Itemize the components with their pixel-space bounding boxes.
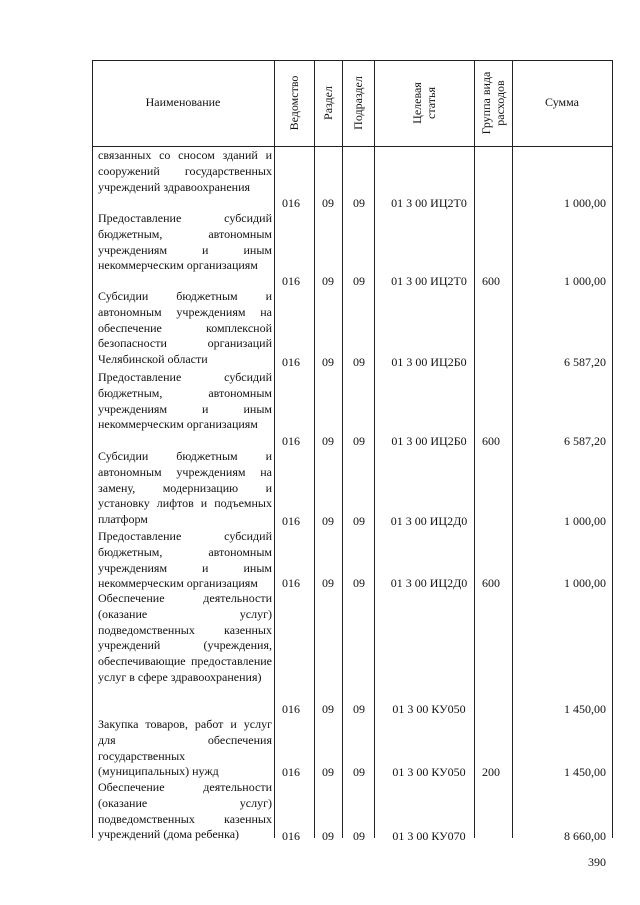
row-razdel: 09 [322,434,334,448]
row-summa: 1 000,00 [564,576,606,590]
row-summa: 1 450,00 [564,765,606,779]
row-vedomstvo: 016 [282,829,300,843]
header-razdel: Раздел [321,86,335,120]
row-razdel: 09 [322,829,334,843]
row-celevaya: 01 3 00 ИЦ2Т0 [391,274,467,288]
row-podrazdel: 09 [353,702,365,716]
header-summa: Сумма [545,95,579,109]
row-podrazdel: 09 [353,765,365,779]
row-vedomstvo: 016 [282,355,300,369]
table-row [92,289,612,370]
table-top-border [92,60,612,61]
row-razdel: 09 [322,576,334,590]
row-celevaya: 01 3 00 КУ050 [392,765,466,779]
table-row [92,591,612,717]
header-gruppa-line1: Группа вида [479,71,493,135]
row-celevaya: 01 3 00 ИЦ2Б0 [391,434,467,448]
table-row [92,370,612,449]
header-celevaya-line1: Целевая [410,82,424,124]
row-vedomstvo: 016 [282,576,300,590]
row-vedomstvo: 016 [282,514,300,528]
header-name: Наименование [145,95,221,109]
row-summa: 6 587,20 [564,434,606,448]
row-razdel: 09 [322,765,334,779]
row-name: Субсидии бюджетным и автономным учреждениям на обеспечение комплексной безопасности организаций Челябинской области [98,289,272,367]
header-celevaya-line2: статья [424,87,438,119]
row-name: Обеспечение деятельности (оказание услуг) подведомственных казенных учреждений (дома ребенка) [98,780,272,842]
row-gruppa: 200 [482,765,500,779]
row-gruppa: 600 [482,576,500,590]
table-row [92,529,612,591]
row-gruppa: 600 [482,274,500,288]
row-name: Предоставление субсидий бюджетным, автономным учреждениям и иным некоммерческим организациям [98,211,272,273]
budget-table [92,60,612,843]
table-row [92,148,612,211]
row-podrazdel: 09 [353,355,365,369]
table-row [92,211,612,289]
row-vedomstvo: 016 [282,765,300,779]
row-podrazdel: 09 [353,274,365,288]
row-celevaya: 01 3 00 ИЦ2Т0 [391,196,467,210]
row-celevaya: 01 3 00 ИЦ2Д0 [390,514,468,528]
row-podrazdel: 09 [353,434,365,448]
row-podrazdel: 09 [353,576,365,590]
page-number: 390 [588,855,606,869]
row-vedomstvo: 016 [282,702,300,716]
row-celevaya: 01 3 00 КУ050 [392,702,466,716]
row-summa: 1 000,00 [564,514,606,528]
table-body [92,148,612,844]
row-podrazdel: 09 [353,829,365,843]
row-celevaya: 01 3 00 ИЦ2Д0 [390,576,468,590]
row-summa: 1 000,00 [564,274,606,288]
row-name: Субсидии бюджетным и автономным учреждениям на замену, модернизацию и установку лифтов и подъемных платформ [98,449,272,527]
row-name: Предоставление субсидий бюджетным, автономным учреждениям и иным некоммерческим организациям [98,370,272,432]
row-vedomstvo: 016 [282,196,300,210]
row-name: Предоставление субсидий бюджетным, автономным учреждениям и иным некоммерческим организациям [98,529,272,591]
header-gruppa-line2: расходов [493,80,507,126]
row-celevaya: 01 3 00 ИЦ2Б0 [391,355,467,369]
header-podrazdel: Подраздел [351,76,365,130]
row-summa: 1 450,00 [564,702,606,716]
row-summa: 6 587,20 [564,355,606,369]
row-razdel: 09 [322,355,334,369]
header-bottom-border [92,146,612,147]
row-vedomstvo: 016 [282,274,300,288]
row-celevaya: 01 3 00 КУ070 [392,829,466,843]
row-summa: 8 660,00 [564,829,606,843]
row-podrazdel: 09 [353,196,365,210]
row-vedomstvo: 016 [282,434,300,448]
header-vedomstvo: Ведомство [287,75,301,131]
table-row [92,780,612,844]
row-razdel: 09 [322,274,334,288]
col-border [612,60,613,838]
row-podrazdel: 09 [353,514,365,528]
table-row [92,449,612,529]
row-name: Закупка товаров, работ и услуг для обеспечения государственных (муниципальных) нужд [98,717,272,779]
row-razdel: 09 [322,702,334,716]
row-razdel: 09 [322,514,334,528]
row-summa: 1 000,00 [564,196,606,210]
row-name: Обеспечение деятельности (оказание услуг) подведомственных казенных учреждений (учреждения, обеспечивающие предоставление услуг в сфере здравоохранения) [98,591,272,684]
row-gruppa: 600 [482,434,500,448]
row-name: связанных со сносом зданий и сооружений государственных учреждений здравоохранения [98,148,272,194]
row-razdel: 09 [322,196,334,210]
table-row [92,717,612,780]
